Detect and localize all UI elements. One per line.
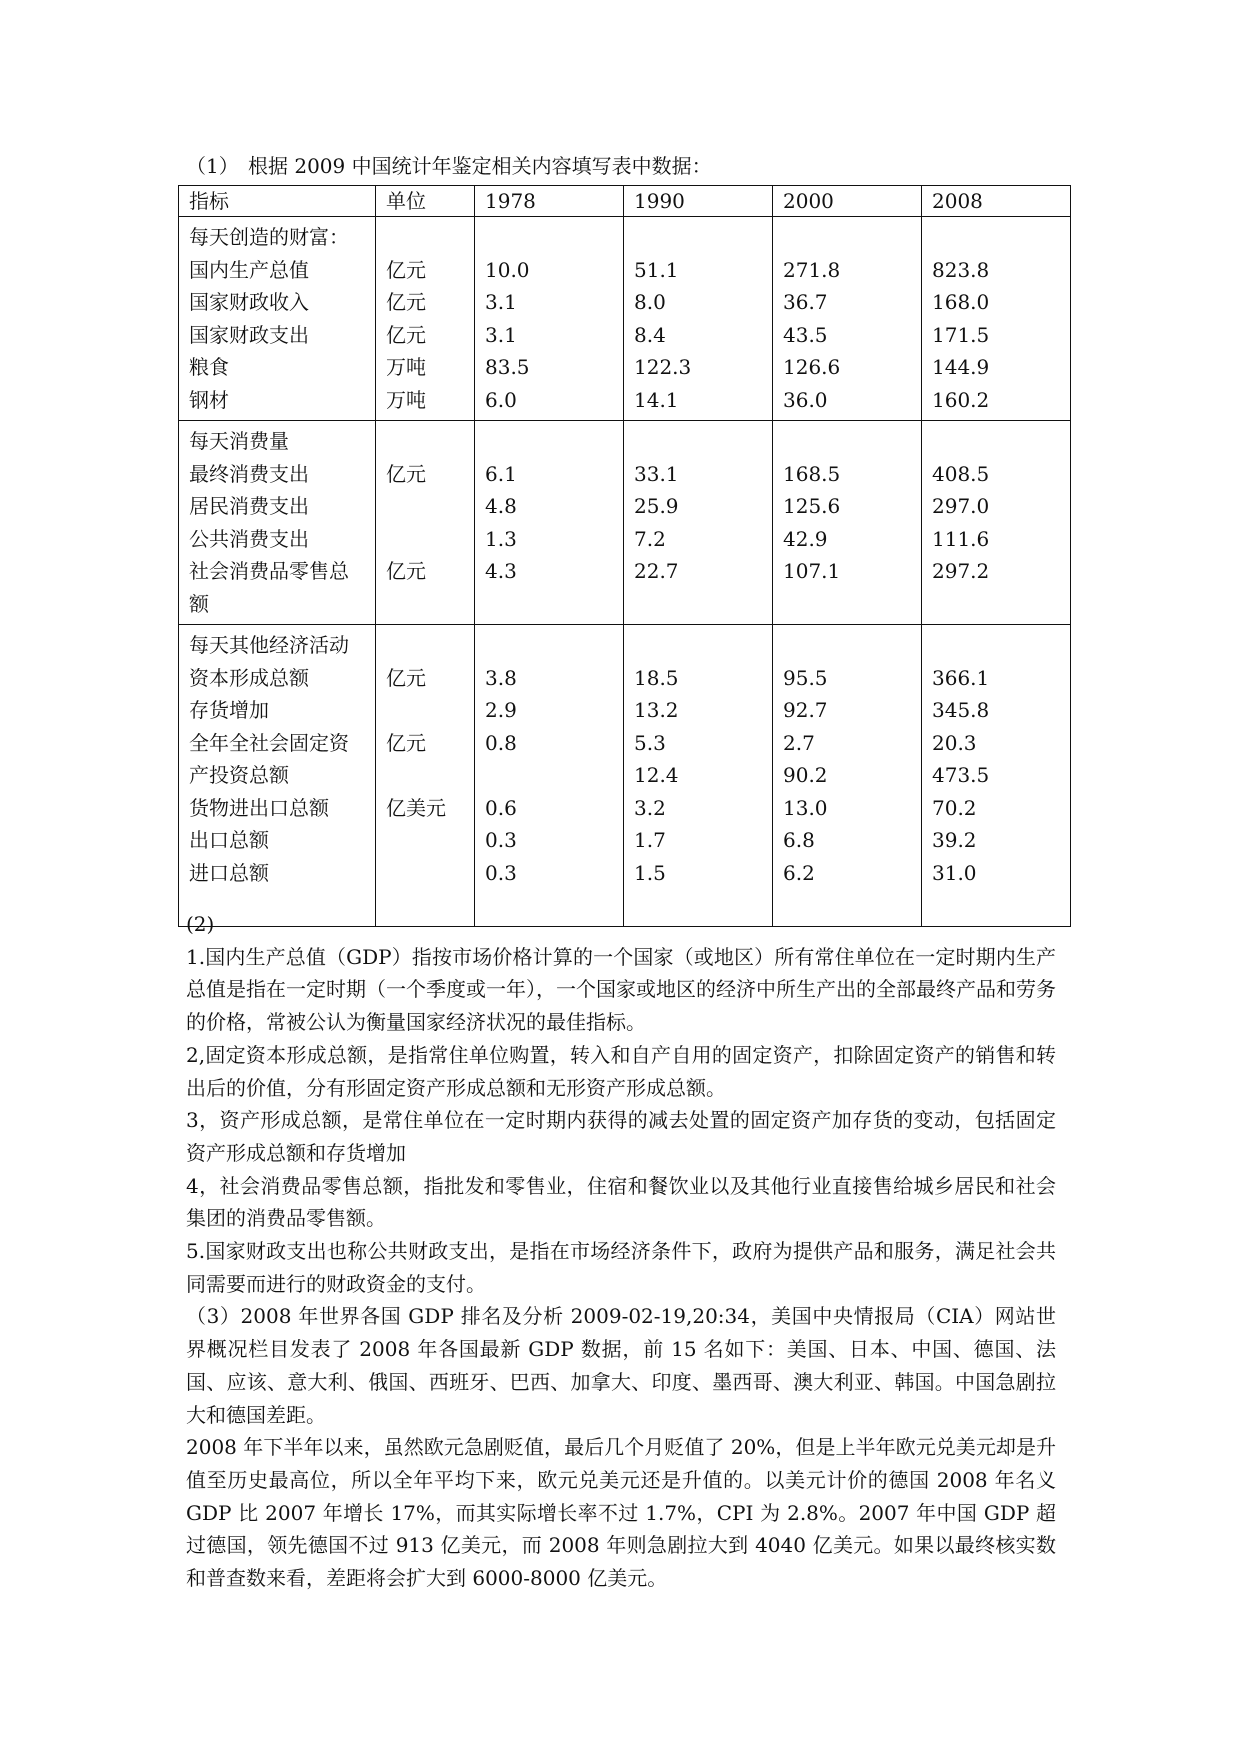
value: 22.7 xyxy=(634,559,679,583)
unit-cell xyxy=(376,625,475,927)
row-label: 社会消费品零售总 xyxy=(189,559,349,583)
unit-value: 亿元 xyxy=(386,559,426,583)
unit-value xyxy=(386,490,464,523)
indicator-cell xyxy=(179,217,376,421)
analysis-paragraph: （3）2008 年世界各国 GDP 排名及分析 2009-02-19,20:34，美国中央情报局（CIA）网站世界概况栏目发表了 2008 年各国最新 GDP 数据，前 15 名如下：美国、日本、中国、德国、法国、应该、意大利、俄国、西班牙、巴西、加拿大、印度、墨西哥、澳大利亚、韩国。中国急剧拉大和德国差距。 xyxy=(186,1304,1056,1427)
indicator-cell xyxy=(179,421,376,625)
spacer xyxy=(386,221,464,254)
row-label: 进口总额 xyxy=(189,860,269,885)
value-cell-1978 xyxy=(475,421,624,625)
header-cell: 2008 xyxy=(922,186,1071,217)
table-group-consumption xyxy=(179,421,1071,625)
row-label: 钢材 xyxy=(189,387,229,412)
value: 33.1 xyxy=(634,461,679,486)
value: 6.2 xyxy=(783,860,815,885)
value: 144.9 xyxy=(932,355,990,379)
value: 6.1 xyxy=(485,461,517,486)
value: 408.5 xyxy=(932,461,990,486)
row-label: 货物进出口总额 xyxy=(189,795,329,820)
value: 2.9 xyxy=(485,698,517,722)
spacer xyxy=(783,221,911,254)
value: 297.0 xyxy=(932,494,990,518)
value: 297.2 xyxy=(932,559,990,583)
value: 107.1 xyxy=(783,559,841,583)
value: 90.2 xyxy=(783,763,828,787)
value: 473.5 xyxy=(932,763,990,787)
row-label: 国家财政支出 xyxy=(189,322,309,347)
value-cell-1990 xyxy=(624,625,773,927)
value: 39.2 xyxy=(932,828,977,852)
row-label: 出口总额 xyxy=(189,828,269,852)
value: 6.0 xyxy=(485,387,517,412)
table-group-other-activity xyxy=(179,625,1071,927)
value: 20.3 xyxy=(932,730,977,755)
group-title: 每天其他经济活动 xyxy=(189,633,349,657)
value: 36.0 xyxy=(783,387,828,412)
value-cell-1978 xyxy=(475,625,624,927)
value-cell-2000 xyxy=(773,421,922,625)
analysis-paragraph: 2008 年下半年以来，虽然欧元急剧贬值，最后几个月贬值了 20%，但是上半年欧元兑美元却是升值至历史最高位，所以全年平均下来，欧元兑美元还是升值的。以美元计价的德国 2008 年名义 GDP 比 2007 年增长 17%，而其实际增长率不过 1.7%，CPI 为 2.8%。2007 年中国 GDP 超过德国，领先德国不过 913 亿美元，而 2008 年则急剧拉大到 4040 亿美元。如果以最终核实数和普查数来看，差距将会扩大到 6000-8000 亿美元。 xyxy=(186,1435,1056,1591)
unit-value: 万吨 xyxy=(386,387,426,412)
unit-value: 亿元 xyxy=(386,461,426,486)
row-label: 公共消费支出 xyxy=(189,526,309,551)
unit-value xyxy=(386,824,464,857)
value: 0.3 xyxy=(485,828,517,852)
value: 13.2 xyxy=(634,698,679,722)
section1-title: 根据 2009 中国统计年鉴定相关内容填写表中数据： xyxy=(248,154,712,178)
spacer xyxy=(485,221,613,254)
value-cell-2008 xyxy=(922,217,1071,421)
value: 70.2 xyxy=(932,795,977,820)
value: 3.1 xyxy=(485,322,517,347)
value: 42.9 xyxy=(783,526,828,551)
value: 111.6 xyxy=(932,526,990,551)
table-header-row xyxy=(179,186,1071,217)
value: 160.2 xyxy=(932,387,990,412)
unit-value: 亿元 xyxy=(386,730,426,755)
row-label: 存货增加 xyxy=(189,698,269,722)
unit-value: 亿元 xyxy=(386,665,426,690)
spacer xyxy=(485,629,613,662)
value: 92.7 xyxy=(783,698,828,722)
header-cell: 单位 xyxy=(376,186,475,217)
row-label: 资本形成总额 xyxy=(189,665,309,690)
value: 14.1 xyxy=(634,387,679,412)
row-label: 最终消费支出 xyxy=(189,461,309,486)
value-cell-1990 xyxy=(624,421,773,625)
definition-paragraph: 4，社会消费品零售总额，指批发和零售业，住宿和餐饮业以及其他行业直接售给城乡居民和社会集团的消费品零售额。 xyxy=(186,1173,1056,1231)
value-cell-1978 xyxy=(475,217,624,421)
value xyxy=(783,588,911,621)
value: 7.2 xyxy=(634,526,666,551)
unit-value: 亿元 xyxy=(386,290,426,314)
unit-value: 亿元 xyxy=(386,257,426,282)
value xyxy=(634,588,762,621)
section2-number: (2) xyxy=(186,912,215,936)
unit-value xyxy=(386,694,464,727)
value: 1.7 xyxy=(634,828,666,852)
value: 122.3 xyxy=(634,355,692,379)
unit-value xyxy=(386,759,464,792)
value: 36.7 xyxy=(783,290,828,314)
row-label: 粮食 xyxy=(189,355,229,379)
value-cell-1990 xyxy=(624,217,773,421)
value: 2.7 xyxy=(783,730,815,755)
spacer xyxy=(783,629,911,662)
value: 4.8 xyxy=(485,494,517,518)
row-label: 居民消费支出 xyxy=(189,494,309,518)
value: 0.6 xyxy=(485,795,517,820)
value: 51.1 xyxy=(634,257,679,282)
value: 345.8 xyxy=(932,698,990,722)
definition-paragraph: 3，资产形成总额，是常住单位在一定时期内获得的减去处置的固定资产加存货的变动，包括固定资产形成总额和存货增加 xyxy=(186,1108,1056,1165)
header-cell: 1978 xyxy=(475,186,624,217)
value: 0.3 xyxy=(485,860,517,885)
value: 271.8 xyxy=(783,257,841,282)
spacer xyxy=(932,629,1060,662)
unit-value xyxy=(386,857,464,890)
unit-value xyxy=(386,523,464,556)
group-title: 每天消费量 xyxy=(189,429,289,453)
value: 125.6 xyxy=(783,494,841,518)
unit-value: 亿元 xyxy=(386,322,426,347)
header-cell: 1990 xyxy=(624,186,773,217)
unit-cell xyxy=(376,217,475,421)
value: 12.4 xyxy=(634,763,679,787)
header-cell: 2000 xyxy=(773,186,922,217)
spacer xyxy=(386,425,464,458)
value: 126.6 xyxy=(783,355,841,379)
value xyxy=(932,588,1060,621)
value: 4.3 xyxy=(485,559,517,583)
spacer xyxy=(386,629,464,662)
group-title: 每天创造的财富： xyxy=(189,225,349,249)
value: 823.8 xyxy=(932,257,990,282)
value: 168.0 xyxy=(932,290,990,314)
unit-value xyxy=(386,588,464,621)
value: 0.8 xyxy=(485,730,517,755)
value: 43.5 xyxy=(783,322,828,347)
unit-value: 万吨 xyxy=(386,355,426,379)
value: 25.9 xyxy=(634,494,679,518)
value: 83.5 xyxy=(485,355,530,379)
unit-cell xyxy=(376,421,475,625)
row-label: 全年全社会固定资 xyxy=(189,730,349,755)
value-cell-2000 xyxy=(773,217,922,421)
value: 1.3 xyxy=(485,526,517,551)
value: 8.0 xyxy=(634,290,666,314)
section1-number: （1） xyxy=(186,154,239,178)
value xyxy=(485,588,613,621)
spacer xyxy=(783,425,911,458)
spacer xyxy=(634,629,762,662)
spacer xyxy=(932,221,1060,254)
definition-paragraph: 2,固定资本形成总额，是指常住单位购置，转入和自产自用的固定资产，扣除固定资产的销售和转出后的价值，分有形固定资产形成总额和无形资产形成总额。 xyxy=(186,1042,1056,1100)
value: 3.2 xyxy=(634,795,666,820)
value-cell-2008 xyxy=(922,421,1071,625)
row-label: 国家财政收入 xyxy=(189,290,309,314)
row-label: 国内生产总值 xyxy=(189,257,309,282)
value: 95.5 xyxy=(783,665,828,690)
value: 6.8 xyxy=(783,828,815,852)
value: 13.0 xyxy=(783,795,828,820)
value: 8.4 xyxy=(634,322,666,347)
definition-paragraph: 5.国家财政支出也称公共财政支出，是指在市场经济条件下，政府为提供产品和服务，满足社会共同需要而进行的财政资金的支付。 xyxy=(186,1239,1056,1296)
value: 31.0 xyxy=(932,860,977,885)
spacer xyxy=(634,221,762,254)
notes-body xyxy=(186,908,1056,1595)
header-cell: 指标 xyxy=(179,186,376,217)
section1-heading xyxy=(186,152,712,180)
unit-value: 亿美元 xyxy=(386,795,446,820)
value: 18.5 xyxy=(634,665,679,690)
row-label: 产投资总额 xyxy=(189,763,289,787)
value: 171.5 xyxy=(932,322,990,347)
spacer xyxy=(485,425,613,458)
spacer xyxy=(634,425,762,458)
value-cell-2000 xyxy=(773,625,922,927)
value: 5.3 xyxy=(634,730,666,755)
spacer xyxy=(932,425,1060,458)
value: 1.5 xyxy=(634,860,666,885)
statistics-table xyxy=(178,185,1071,927)
value xyxy=(485,759,613,792)
table-group-wealth xyxy=(179,217,1071,421)
value-cell-2008 xyxy=(922,625,1071,927)
row-label: 额 xyxy=(189,591,209,616)
value: 3.8 xyxy=(485,665,517,690)
value: 10.0 xyxy=(485,257,530,282)
value: 3.1 xyxy=(485,290,517,314)
indicator-cell xyxy=(179,625,376,927)
value: 366.1 xyxy=(932,665,990,690)
definition-paragraph: 1.国内生产总值（GDP）指按市场价格计算的一个国家（或地区）所有常住单位在一定时期内生产总值是指在一定时期（一个季度或一年），一个国家或地区的经济中所生产出的全部最终产品和劳务的价格，常被公认为衡量国家经济状况的最佳指标。 xyxy=(186,944,1056,1035)
value: 168.5 xyxy=(783,461,841,486)
